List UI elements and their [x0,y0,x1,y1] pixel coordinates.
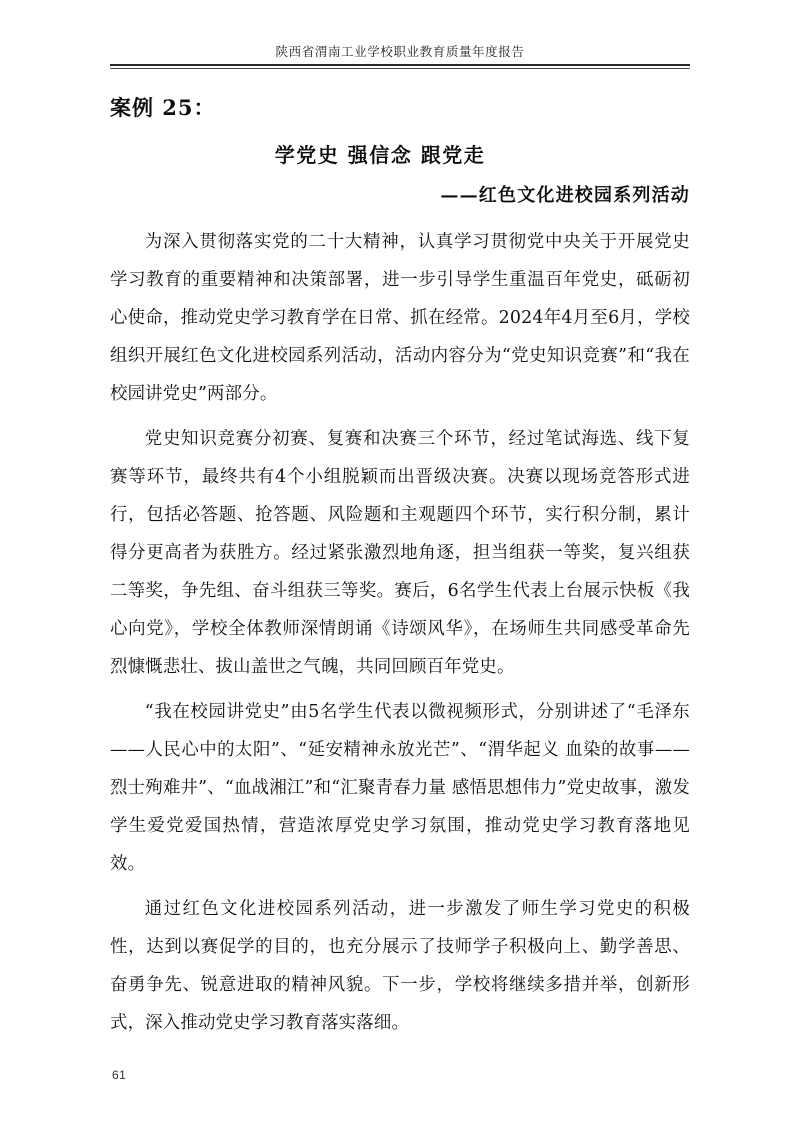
document-body [110,88,690,1042]
page-subtitle: ——红色文化进校园系列活动 [440,185,690,206]
header-double-rule [110,64,690,69]
body-paragraph: “我在校园讲党史”由5名学生代表以微视频形式，分别讲述了“毛泽东——人民心中的太阳”、“延安精神永放光芒”、“渭华起义 血染的故事——烈士殉难井”、“血战湘江”和“汇聚青春力量 感悟思想伟力”党史故事，激发学生爱党爱国热情，营造浓厚党史学习氛围，推动党史学习教育落地见效。 [110,702,690,874]
body-paragraph: 通过红色文化进校园系列活动，进一步激发了师生学习党史的积极性，达到以赛促学的目的，也充分展示了技师学子积极向上、勤学善思、奋勇争先、锐意进取的精神风貌。下一步，学校将继续多措并举，创新形式，深入推动党史学习教育落实落细。 [110,899,690,1033]
case-heading: 案例 25： [110,95,216,120]
header-rule-thin [110,68,690,69]
page-title: 学党史 强信念 跟党走 [274,143,486,167]
running-header [110,44,690,69]
page-number: 61 [112,1068,127,1082]
body-paragraph: 党史知识竞赛分初赛、复赛和决赛三个环节，经过笔试海选、线下复赛等环节，最终共有4个小组脱颖而出晋级决赛。决赛以现场竞答形式进行，包括必答题、抢答题、风险题和主观题四个环节，实行积分制，累计得分更高者为获胜方。经过紧张激烈地角逐，担当组获一等奖，复兴组获二等奖，争先组、奋斗组获三等奖。赛后，6名学生代表上台展示快板《我心向党》，学校全体教师深情朗诵《诗颂风华》，在场师生共同感受革命先烈慷慨悲壮、拔山盖世之气魄，共同回顾百年党史。 [110,429,690,677]
running-header-title: 陕西省渭南工业学校职业教育质量年度报告 [275,45,525,59]
header-rule-thick [110,64,690,66]
body-paragraph: 为深入贯彻落实党的二十大精神，认真学习贯彻党中央关于开展党史学习教育的重要精神和决策部署，进一步引导学生重温百年党史，砥砺初心使命，推动党史学习教育学在日常、抓在经常。2024年4月至6月，学校组织开展红色文化进校园系列活动，活动内容分为“党史知识竞赛”和“我在校园讲党史”两部分。 [110,232,690,404]
